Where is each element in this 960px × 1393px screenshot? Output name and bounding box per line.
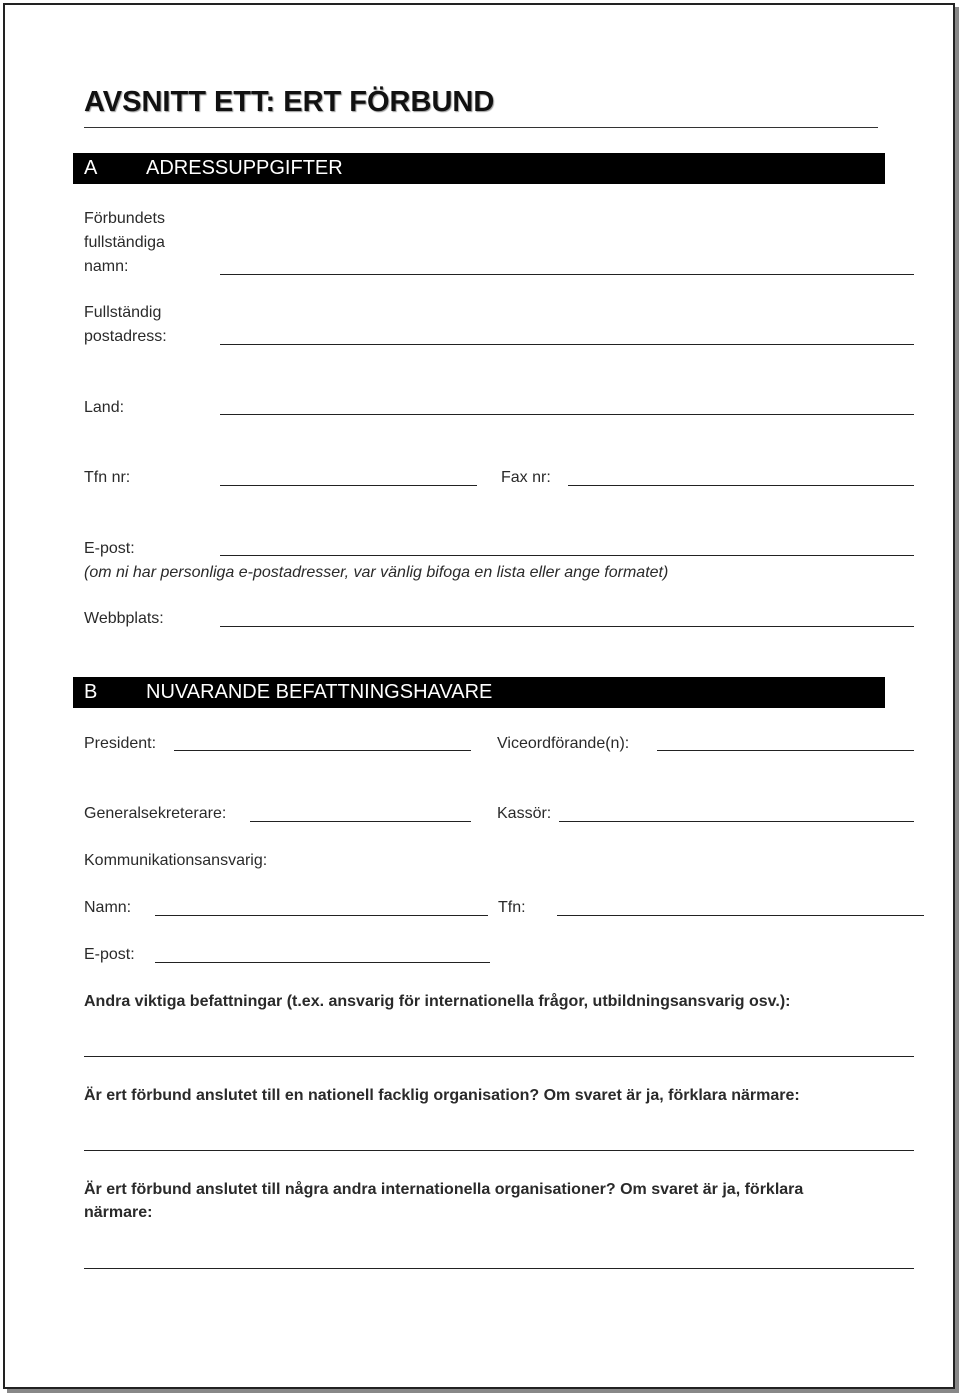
- email-note: (om ni har personliga e-postadresser, var vänlig bifoga en lista eller ange formatet): [84, 564, 669, 581]
- treasurer-field[interactable]: [559, 821, 914, 822]
- international-affiliation-field[interactable]: [84, 1268, 914, 1269]
- postal-address-label-line1: Fullständig: [84, 304, 162, 321]
- postal-address-label: [84, 301, 167, 349]
- section-b-header: [73, 677, 885, 708]
- page-title: AVSNITT ETT: ERT FÖRBUND: [84, 86, 495, 118]
- communications-label: Kommunikationsansvarig:: [84, 852, 268, 869]
- fax-field[interactable]: [568, 485, 914, 486]
- postal-address-field[interactable]: [220, 344, 914, 345]
- title-underline: [84, 127, 878, 128]
- president-field[interactable]: [174, 750, 471, 751]
- email-label: E-post:: [84, 540, 135, 557]
- general-secretary-field[interactable]: [250, 821, 471, 822]
- national-affiliation-field[interactable]: [84, 1150, 914, 1151]
- country-field[interactable]: [220, 414, 914, 415]
- international-affiliation-question-line2: närmare:: [84, 1204, 153, 1221]
- union-name-label: [84, 207, 165, 279]
- section-b-letter: B: [84, 681, 98, 703]
- international-affiliation-question-line1: Är ert förbund anslutet till några andra internationella organisationer? Om svaret är ja, förklara: [84, 1181, 804, 1198]
- website-field[interactable]: [220, 626, 914, 627]
- section-a-header: [73, 153, 885, 184]
- union-name-label-line2: fullständiga: [84, 234, 165, 251]
- comm-phone-label: Tfn:: [498, 899, 526, 916]
- vice-president-field[interactable]: [657, 750, 914, 751]
- vice-president-label: Viceordförande(n):: [497, 735, 630, 752]
- union-name-label-line3: namn:: [84, 258, 129, 275]
- president-label: President:: [84, 735, 157, 752]
- country-label: Land:: [84, 399, 125, 416]
- treasurer-label: Kassör:: [497, 805, 552, 822]
- section-a-letter: A: [84, 157, 98, 179]
- comm-phone-field[interactable]: [557, 915, 924, 916]
- phone-label: Tfn nr:: [84, 469, 131, 486]
- other-positions-question: Andra viktiga befattningar (t.ex. ansvarig för internationella frågor, utbildningsansvarig osv.):: [84, 993, 791, 1010]
- comm-name-field[interactable]: [155, 915, 488, 916]
- section-b-title: NUVARANDE BEFATTNINGSHAVARE: [146, 681, 493, 703]
- comm-email-field[interactable]: [155, 962, 490, 963]
- website-label: Webbplats:: [84, 610, 164, 627]
- national-affiliation-question: Är ert förbund anslutet till en nationell facklig organisation? Om svaret är ja, förklara närmare:: [84, 1087, 800, 1104]
- comm-email-label: E-post:: [84, 946, 135, 963]
- phone-field[interactable]: [220, 485, 477, 486]
- section-a-title: ADRESSUPPGIFTER: [146, 157, 343, 179]
- comm-name-label: Namn:: [84, 899, 132, 916]
- union-name-field[interactable]: [220, 274, 914, 275]
- union-name-label-line1: Förbundets: [84, 210, 165, 227]
- postal-address-label-line2: postadress:: [84, 328, 167, 345]
- email-field[interactable]: [220, 555, 914, 556]
- international-affiliation-question: [84, 1178, 803, 1202]
- general-secretary-label: Generalsekreterare:: [84, 805, 227, 822]
- other-positions-field[interactable]: [84, 1056, 914, 1057]
- fax-label: Fax nr:: [501, 469, 551, 486]
